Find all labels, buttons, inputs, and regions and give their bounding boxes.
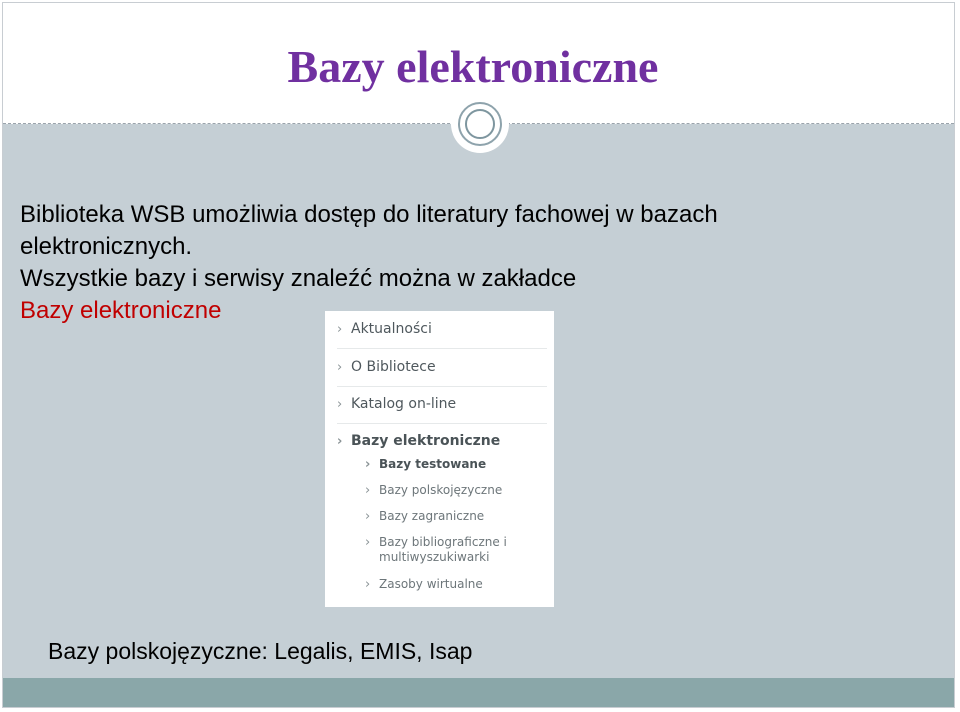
menu-item-bazy-elektroniczne[interactable] [337,423,547,460]
chevron-right-icon: › [337,322,343,337]
chevron-right-icon: › [337,360,343,375]
chevron-right-icon: › [365,483,371,498]
submenu-item-label: Zasoby wirtualne [379,577,483,591]
slide-title: Bazy elektroniczne [287,41,659,92]
chevron-right-icon: › [365,535,371,550]
menu-item-label: Bazy elektroniczne [351,433,501,449]
submenu-item-label: Bazy polskojęzyczne [379,483,503,497]
menu-item-aktualnosci[interactable] [337,311,547,349]
chevron-right-icon: › [337,397,343,412]
submenu-item-zasoby-wirtualne[interactable] [365,577,545,592]
menu-screenshot [325,311,554,607]
bottom-text: Bazy polskojęzyczne: Legalis, EMIS, Isap [48,638,473,664]
chevron-right-icon: › [337,434,343,449]
menu-item-label: Aktualności [351,321,432,337]
body-line: elektronicznych. [20,233,193,260]
submenu-item-label: Bazy bibliograficzne i multiwyszukiwarki [379,535,507,564]
body-text [20,199,940,327]
submenu-item-label: Bazy testowane [379,457,487,471]
menu-item-o-bibliotece[interactable] [337,349,547,387]
body-line: Biblioteka WSB umożliwia dostęp do literatury fachowej w bazach [20,201,718,228]
submenu-item-polskojezyczne[interactable] [365,483,545,498]
slide [2,2,955,708]
body-accent-link: Bazy elektroniczne [20,297,222,324]
chevron-right-icon: › [365,509,371,524]
footer-band [3,678,954,708]
menu-item-katalog[interactable] [337,386,547,424]
menu-item-label: O Bibliotece [351,359,436,375]
submenu-item-label: Bazy zagraniczne [379,509,485,523]
chevron-right-icon: › [365,457,371,472]
chevron-right-icon: › [365,577,371,592]
submenu-item-bibliograficzne[interactable] [365,535,545,565]
circle-ornament-icon [451,95,509,153]
submenu-item-testowane[interactable] [365,457,545,472]
menu-item-label: Katalog on-line [351,396,457,412]
body-line: Wszystkie bazy i serwisy znaleźć można w zakładce [20,265,577,292]
submenu-item-zagraniczne[interactable] [365,509,545,524]
